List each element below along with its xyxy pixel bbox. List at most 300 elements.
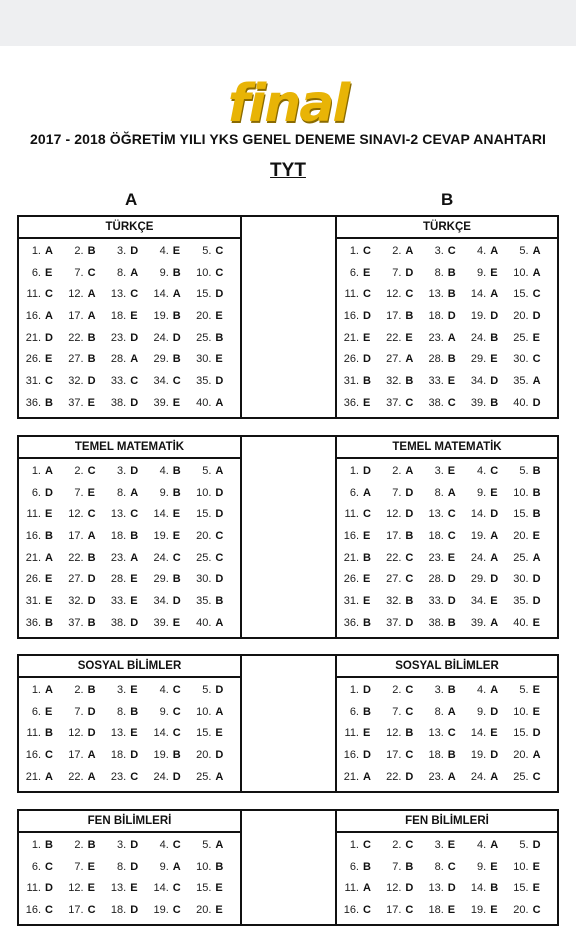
question-number: 26. — [25, 573, 41, 586]
question-number: 5. — [202, 245, 212, 257]
question-number: 40. — [196, 616, 212, 629]
question-number: 16. — [25, 310, 41, 323]
answer-table-a — [17, 809, 242, 926]
answer-letter: D — [215, 486, 224, 499]
answer-item — [468, 857, 510, 879]
answer-item — [23, 241, 66, 263]
question-number: 18. — [110, 749, 127, 762]
answer-letter: B — [45, 727, 53, 740]
table-separator — [242, 215, 335, 419]
answer-letter: A — [130, 486, 139, 499]
question-number: 8. — [117, 266, 127, 279]
answer-letter: A — [490, 839, 499, 851]
answer-item — [193, 723, 236, 745]
answer-letter: C — [215, 530, 224, 543]
answer-item — [23, 900, 66, 922]
question-number: 2. — [74, 245, 84, 257]
question-number: 32. — [386, 595, 402, 608]
answer-item — [151, 835, 194, 857]
question-number: 11. — [26, 882, 41, 895]
answer-item — [511, 393, 553, 415]
answer-letter: B — [363, 705, 371, 718]
answer-letter: D — [532, 839, 541, 851]
answer-item — [193, 702, 236, 724]
answer-letter: B — [532, 465, 541, 477]
answer-item — [23, 371, 66, 393]
answer-letter: B — [87, 245, 96, 257]
answer-letter: D — [130, 396, 139, 409]
answer-item — [426, 767, 468, 789]
question-number: 6. — [31, 266, 41, 279]
question-number: 33. — [428, 375, 444, 388]
question-number: 24. — [470, 770, 487, 783]
question-number: 6. — [349, 860, 359, 873]
answer-item — [108, 900, 151, 922]
question-number: 23. — [110, 551, 127, 564]
answer-item — [511, 284, 553, 306]
answer-item — [193, 680, 236, 702]
answer-item — [341, 504, 383, 526]
answer-letter: B — [172, 749, 181, 762]
question-number: 3. — [434, 684, 444, 696]
answer-letter: B — [45, 616, 53, 629]
answer-item — [23, 263, 66, 285]
answer-letter: D — [405, 508, 414, 521]
question-number: 1. — [31, 839, 41, 851]
question-number: 25. — [513, 331, 529, 344]
question-number: 16. — [25, 749, 41, 762]
answer-letter: E — [215, 882, 223, 895]
answer-item — [66, 723, 109, 745]
answer-letter: A — [87, 749, 96, 762]
answer-letter: E — [363, 573, 371, 586]
answer-item — [193, 900, 236, 922]
answer-item — [341, 349, 383, 371]
question-number: 14. — [470, 508, 487, 521]
answer-letter: E — [490, 860, 498, 873]
answer-item — [193, 613, 236, 635]
answer-item — [66, 461, 109, 483]
answer-letter: E — [45, 508, 53, 521]
answer-letter: C — [363, 508, 371, 521]
answer-item — [511, 306, 553, 328]
page-heading: 2017 - 2018 ÖĞRETİM YILI YKS GENEL DENEME SINAVI-2 CEVAP ANAHTARI — [29, 131, 547, 147]
answer-item — [23, 483, 66, 505]
answer-item — [193, 857, 236, 879]
question-number: 8. — [434, 705, 444, 718]
top-bar — [0, 0, 576, 46]
question-number: 15. — [196, 288, 212, 301]
answer-letter: A — [490, 288, 499, 301]
answer-letter: D — [532, 727, 541, 740]
answer-item — [193, 371, 236, 393]
question-number: 18. — [110, 310, 127, 323]
answer-item — [468, 461, 510, 483]
answer-item — [151, 723, 194, 745]
question-number: 21. — [25, 331, 41, 344]
answer-item — [426, 241, 468, 263]
answer-letter: C — [172, 727, 181, 740]
answer-letter: C — [45, 749, 53, 762]
answer-item — [426, 835, 468, 857]
answer-item — [23, 461, 66, 483]
answer-table-b — [335, 654, 559, 793]
answer-letter: D — [490, 508, 499, 521]
answer-letter: B — [447, 353, 456, 366]
answer-table-b — [335, 809, 559, 926]
answer-item — [151, 504, 194, 526]
answer-item — [151, 461, 194, 483]
answer-item — [23, 591, 66, 613]
answer-letter: E — [447, 465, 456, 477]
answer-item — [151, 745, 194, 767]
answer-item — [66, 835, 109, 857]
answer-letter: C — [87, 465, 96, 477]
question-number: 9. — [477, 266, 487, 279]
answer-letter: A — [447, 486, 456, 499]
answer-item — [66, 349, 109, 371]
answer-letter: B — [405, 595, 414, 608]
answer-item — [426, 878, 468, 900]
question-number: 25. — [513, 551, 529, 564]
question-number: 11. — [344, 727, 359, 740]
question-number: 4. — [477, 245, 487, 257]
answer-item — [341, 900, 383, 922]
question-number: 36. — [25, 396, 41, 409]
answer-letter: E — [363, 727, 371, 740]
question-number: 17. — [386, 530, 402, 543]
answer-letter: C — [130, 770, 139, 783]
answer-item — [511, 835, 553, 857]
answer-item — [341, 591, 383, 613]
answer-letter: B — [405, 727, 414, 740]
answer-item — [468, 328, 510, 350]
answer-letter: E — [405, 331, 413, 344]
question-number: 8. — [434, 266, 444, 279]
answer-item — [511, 878, 553, 900]
answer-letter: B — [490, 882, 499, 895]
question-number: 1. — [349, 839, 359, 851]
question-number: 33. — [428, 595, 444, 608]
question-number: 4. — [477, 465, 487, 477]
question-number: 6. — [349, 486, 359, 499]
answer-item — [426, 857, 468, 879]
question-number: 16. — [25, 904, 41, 917]
question-number: 35. — [513, 375, 529, 388]
answer-letter: E — [490, 486, 498, 499]
question-number: 23. — [428, 770, 444, 783]
answer-letter: E — [130, 684, 138, 696]
question-number: 9. — [477, 705, 487, 718]
answer-item — [426, 393, 468, 415]
answer-letter: D — [87, 573, 96, 586]
answer-item — [426, 680, 468, 702]
answer-item — [66, 702, 109, 724]
answer-letter: A — [45, 465, 53, 477]
answer-letter: D — [130, 331, 139, 344]
answer-item — [108, 857, 151, 879]
question-number: 10. — [196, 860, 212, 873]
answer-letter: E — [363, 530, 371, 543]
answer-letter: E — [447, 551, 456, 564]
answer-item — [193, 548, 236, 570]
answer-item — [426, 723, 468, 745]
question-number: 19. — [153, 310, 169, 323]
answer-letter: A — [87, 530, 96, 543]
answer-item — [511, 900, 553, 922]
question-number: 27. — [386, 353, 402, 366]
answer-item — [23, 349, 66, 371]
answer-item — [23, 504, 66, 526]
question-number: 23. — [110, 331, 127, 344]
answer-item — [151, 306, 194, 328]
question-number: 6. — [31, 705, 41, 718]
answer-item — [151, 878, 194, 900]
answer-letter: A — [87, 288, 96, 301]
answer-letter: C — [130, 288, 139, 301]
answer-letter: C — [172, 904, 181, 917]
answer-item — [511, 857, 553, 879]
question-number: 14. — [153, 727, 169, 740]
answer-letter: C — [172, 705, 181, 718]
question-number: 9. — [477, 486, 487, 499]
question-number: 28. — [428, 573, 444, 586]
question-number: 22. — [386, 770, 402, 783]
question-number: 27. — [68, 573, 84, 586]
answer-letter: A — [490, 770, 499, 783]
question-number: 8. — [117, 486, 127, 499]
answer-letter: E — [490, 595, 498, 608]
question-number: 14. — [153, 508, 169, 521]
answer-item — [341, 569, 383, 591]
answer-item — [383, 328, 425, 350]
answer-item — [511, 723, 553, 745]
section-title: FEN BİLİMLERİ — [337, 811, 557, 833]
answer-table-a — [17, 215, 242, 419]
answer-item — [66, 680, 109, 702]
question-number: 13. — [110, 288, 127, 301]
answer-letter: D — [532, 396, 541, 409]
answer-item — [23, 569, 66, 591]
question-number: 31. — [25, 595, 41, 608]
answer-letter: D — [447, 595, 456, 608]
answer-letter: C — [405, 551, 414, 564]
answer-letter: C — [405, 684, 414, 696]
answer-letter: D — [172, 331, 181, 344]
answer-letter: A — [405, 245, 414, 257]
question-number: 34. — [153, 595, 169, 608]
answer-item — [468, 526, 510, 548]
question-number: 39. — [153, 616, 169, 629]
question-number: 20. — [513, 749, 529, 762]
answer-letter: E — [490, 727, 498, 740]
answer-letter: E — [363, 396, 371, 409]
answer-item — [468, 241, 510, 263]
answer-item — [151, 857, 194, 879]
answer-item — [383, 702, 425, 724]
answer-item — [66, 569, 109, 591]
answer-item — [468, 263, 510, 285]
answer-item — [383, 723, 425, 745]
answer-item — [193, 349, 236, 371]
question-number: 3. — [434, 465, 444, 477]
answer-item — [193, 878, 236, 900]
answer-item — [383, 900, 425, 922]
answer-item — [151, 767, 194, 789]
answer-item — [193, 591, 236, 613]
question-number: 17. — [386, 749, 402, 762]
answer-item — [426, 548, 468, 570]
answer-letter: A — [45, 551, 53, 564]
question-number: 10. — [513, 486, 529, 499]
question-number: 7. — [392, 705, 402, 718]
answer-letter: B — [172, 266, 181, 279]
answer-letter: B — [405, 310, 414, 323]
answer-item — [426, 263, 468, 285]
question-number: 28. — [110, 353, 127, 366]
answer-letter: A — [363, 770, 371, 783]
answer-item — [108, 504, 151, 526]
answer-letter: A — [447, 705, 456, 718]
answer-letter: B — [45, 530, 53, 543]
answer-letter: D — [363, 749, 371, 762]
answer-letter: E — [490, 266, 498, 279]
answer-item — [383, 504, 425, 526]
answer-letter: D — [215, 573, 224, 586]
question-number: 39. — [470, 396, 487, 409]
answer-item — [383, 767, 425, 789]
answer-letter: E — [172, 396, 181, 409]
answer-letter: A — [215, 616, 224, 629]
answer-letter: E — [45, 573, 53, 586]
answer-item — [23, 548, 66, 570]
question-number: 24. — [153, 331, 169, 344]
answer-letter: E — [363, 595, 371, 608]
booklet-b-label: B — [441, 190, 454, 209]
answer-item — [23, 284, 66, 306]
answer-letter: B — [405, 860, 414, 873]
question-number: 32. — [386, 375, 402, 388]
question-number: 7. — [74, 705, 84, 718]
question-number: 13. — [110, 508, 127, 521]
question-number: 11. — [26, 508, 41, 521]
table-separator — [242, 435, 335, 639]
answer-letter: B — [490, 396, 499, 409]
question-number: 22. — [68, 551, 84, 564]
answer-table-a — [17, 435, 242, 639]
answer-letter: E — [130, 727, 138, 740]
answer-letter: D — [363, 465, 371, 477]
answer-item — [66, 393, 109, 415]
question-number: 37. — [68, 616, 84, 629]
answer-item — [426, 371, 468, 393]
answer-letter: E — [215, 727, 223, 740]
answer-letter: B — [45, 839, 53, 851]
answer-item — [426, 591, 468, 613]
section-title: TÜRKÇE — [337, 217, 557, 239]
answer-item — [383, 745, 425, 767]
answer-letter: E — [447, 839, 456, 851]
question-number: 9. — [159, 486, 169, 499]
answer-letter: B — [87, 839, 96, 851]
answer-letter: E — [87, 860, 95, 873]
answer-item — [341, 393, 383, 415]
answer-item — [23, 328, 66, 350]
answer-letter: C — [490, 465, 499, 477]
answer-item — [66, 745, 109, 767]
answer-letter: A — [45, 310, 53, 323]
answer-letter: B — [172, 353, 181, 366]
question-number: 25. — [196, 551, 212, 564]
answer-item — [151, 328, 194, 350]
question-number: 13. — [110, 727, 127, 740]
question-number: 35. — [196, 375, 212, 388]
question-number: 39. — [470, 616, 487, 629]
question-number: 18. — [428, 530, 444, 543]
question-number: 8. — [434, 860, 444, 873]
answer-letter: C — [405, 396, 414, 409]
answer-item — [511, 241, 553, 263]
question-number: 24. — [153, 770, 169, 783]
answer-letter: C — [87, 266, 96, 279]
question-number: 30. — [513, 353, 529, 366]
question-number: 32. — [68, 375, 84, 388]
question-number: 31. — [343, 375, 359, 388]
answer-letter: D — [130, 616, 139, 629]
answer-item — [468, 306, 510, 328]
answer-item — [108, 613, 151, 635]
question-number: 32. — [68, 595, 84, 608]
answer-item — [341, 263, 383, 285]
answer-item — [193, 241, 236, 263]
answer-item — [426, 613, 468, 635]
answer-letter: A — [532, 245, 541, 257]
answer-letter: A — [532, 749, 541, 762]
answer-item — [341, 241, 383, 263]
answer-item — [151, 284, 194, 306]
question-number: 1. — [349, 465, 359, 477]
answer-letter: C — [363, 839, 371, 851]
answer-item — [66, 241, 109, 263]
answer-letter: D — [405, 486, 414, 499]
answer-letter: C — [45, 288, 53, 301]
answer-item — [108, 723, 151, 745]
answer-item — [66, 878, 109, 900]
question-number: 38. — [428, 616, 444, 629]
answer-letter: A — [490, 684, 499, 696]
answer-item — [426, 328, 468, 350]
question-number: 12. — [386, 508, 402, 521]
answer-item — [383, 857, 425, 879]
question-number: 16. — [343, 310, 359, 323]
answer-letter: C — [405, 749, 414, 762]
answer-item — [108, 284, 151, 306]
question-number: 15. — [513, 288, 529, 301]
answer-letter: C — [130, 508, 139, 521]
answer-item — [468, 591, 510, 613]
answer-letter: C — [172, 551, 181, 564]
answer-letter: A — [45, 245, 53, 257]
answer-grid — [337, 833, 557, 922]
question-number: 7. — [74, 860, 84, 873]
answer-item — [23, 680, 66, 702]
answer-letter: E — [172, 616, 181, 629]
answer-letter: D — [215, 288, 224, 301]
question-number: 11. — [26, 727, 41, 740]
answer-letter: D — [490, 749, 499, 762]
question-number: 2. — [392, 684, 402, 696]
answer-item — [66, 591, 109, 613]
